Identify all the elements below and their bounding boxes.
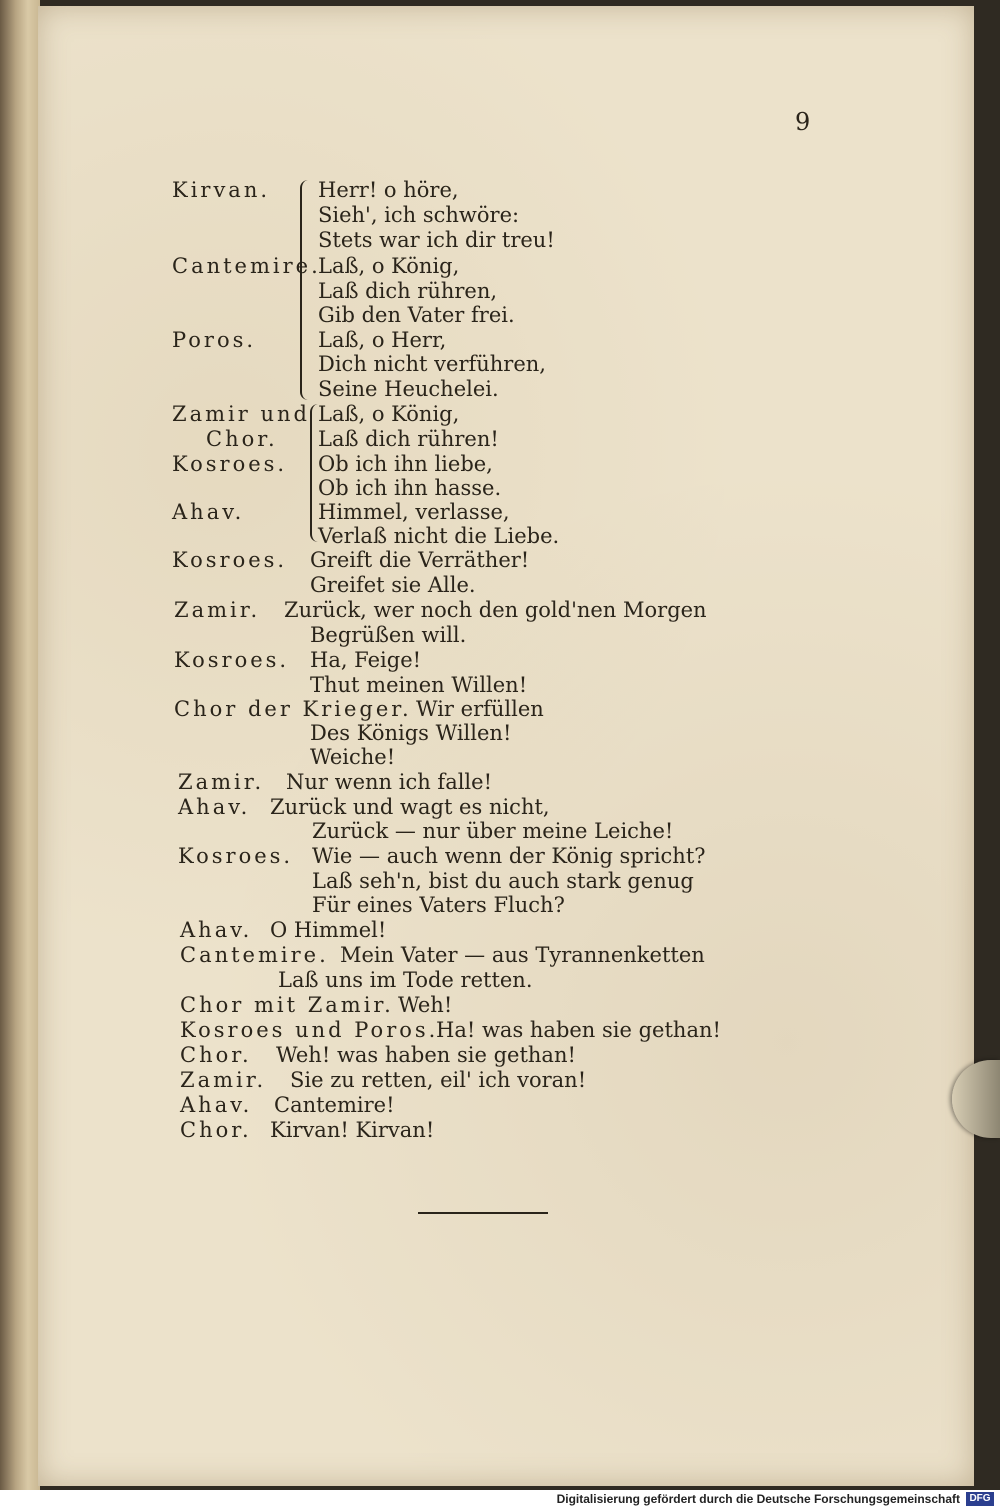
dialogue-text: Wie — auch wenn der König spricht?	[312, 844, 706, 868]
speaker-poros: Poros.	[172, 328, 257, 352]
footer-credit: Digitalisierung gefördert durch die Deutsche Forschungsgemeinschaft	[556, 1492, 960, 1506]
dialogue-text: Greifet sie Alle.	[310, 573, 476, 597]
verse-line: Herr! o höre,	[318, 178, 459, 202]
dialogue-text: O Himmel!	[270, 918, 387, 942]
verse-line: Laß, o König,	[318, 402, 460, 426]
speaker-kirvan: Kirvan.	[172, 178, 271, 202]
verse-line: Verlaß nicht die Liebe.	[318, 524, 560, 548]
dialogue-text: Für eines Vaters Fluch?	[312, 893, 565, 917]
speaker-ahav: Ahav.	[172, 500, 245, 524]
dialogue-speaker: Zamir.	[178, 770, 265, 794]
verse-line: Sieh', ich schwöre:	[318, 203, 520, 227]
verse-line: Laß dich rühren,	[318, 279, 498, 303]
verse-line: Seine Heuchelei.	[318, 377, 499, 401]
verse-line: Ob ich ihn liebe,	[318, 452, 493, 476]
verse-line: Stets war ich dir treu!	[318, 228, 555, 252]
page-number: 9	[795, 108, 811, 136]
dialogue-speaker: Zamir.	[174, 598, 261, 622]
speaker-kosroes: Kosroes.	[172, 452, 288, 476]
dialogue-text: Thut meinen Willen!	[310, 673, 528, 697]
dfg-logo: DFG	[966, 1492, 994, 1506]
verse-line: Dich nicht verführen,	[318, 352, 546, 376]
dialogue-text: Weh! was haben sie gethan!	[276, 1043, 576, 1067]
dialogue-speaker: Kosroes.	[172, 548, 288, 572]
dialogue-text: Laß seh'n, bist du auch stark genug	[312, 869, 694, 893]
dialogue-text: Laß uns im Tode retten.	[278, 968, 533, 992]
dialogue-text: Nur wenn ich falle!	[286, 770, 493, 794]
speaker-chor: Chor.	[206, 427, 278, 451]
dialogue-text: Ha, Feige!	[310, 648, 422, 672]
dialogue-speaker: Kosroes.	[178, 844, 294, 868]
dialogue-text: Mein Vater — aus Tyrannenketten	[340, 943, 705, 967]
dialogue-text: Ha! was haben sie gethan!	[436, 1018, 721, 1042]
verse-line: Laß, o König,	[318, 254, 460, 278]
dialogue-speaker: Ahav.	[180, 1093, 253, 1117]
verse-line: Himmel, verlasse,	[318, 500, 510, 524]
dialogue-speaker: Cantemire.	[180, 943, 329, 967]
dialogue-text: Greift die Verräther!	[310, 548, 530, 572]
dialogue-text: Zurück, wer noch den gold'nen Morgen	[284, 598, 707, 622]
verse-line: Ob ich ihn hasse.	[318, 476, 502, 500]
verse-line: Gib den Vater frei.	[318, 303, 515, 327]
dialogue-text: Sie zu retten, eil' ich voran!	[290, 1068, 587, 1092]
dialogue-text: Cantemire!	[274, 1093, 395, 1117]
dialogue-text: Begrüßen will.	[310, 623, 467, 647]
speaker-cantemire: Cantemire.	[172, 254, 321, 278]
dialogue-speaker: Kosroes.	[174, 648, 290, 672]
dialogue-speaker: Ahav.	[180, 918, 253, 942]
dialogue-text: Zurück und wagt es nicht,	[270, 795, 550, 819]
verse-line: Laß dich rühren!	[318, 427, 499, 451]
dialogue-speaker: Chor.	[180, 1118, 252, 1142]
verse-line: Laß, o Herr,	[318, 328, 447, 352]
dialogue-text: Weh!	[398, 993, 453, 1017]
dialogue-speaker: Kosroes und Poros.	[180, 1018, 439, 1042]
dialogue-speaker: Zamir.	[180, 1068, 267, 1092]
dialogue-speaker: Chor.	[180, 1043, 252, 1067]
dialogue-speaker: Chor der Krieger.	[174, 697, 412, 721]
book-spine	[0, 0, 40, 1490]
dialogue-text: Des Königs Willen!	[310, 721, 512, 745]
dialogue-text: Kirvan! Kirvan!	[270, 1118, 435, 1142]
dialogue-speaker: Chor mit Zamir.	[180, 993, 394, 1017]
dialogue-text: Weiche!	[310, 745, 396, 769]
end-rule	[418, 1212, 548, 1214]
dialogue-text: Wir erfüllen	[416, 697, 544, 721]
brace-left	[300, 180, 312, 400]
speaker-zamir-und: Zamir und	[172, 402, 310, 426]
dialogue-speaker: Ahav.	[178, 795, 251, 819]
dialogue-text: Zurück — nur über meine Leiche!	[312, 819, 674, 843]
